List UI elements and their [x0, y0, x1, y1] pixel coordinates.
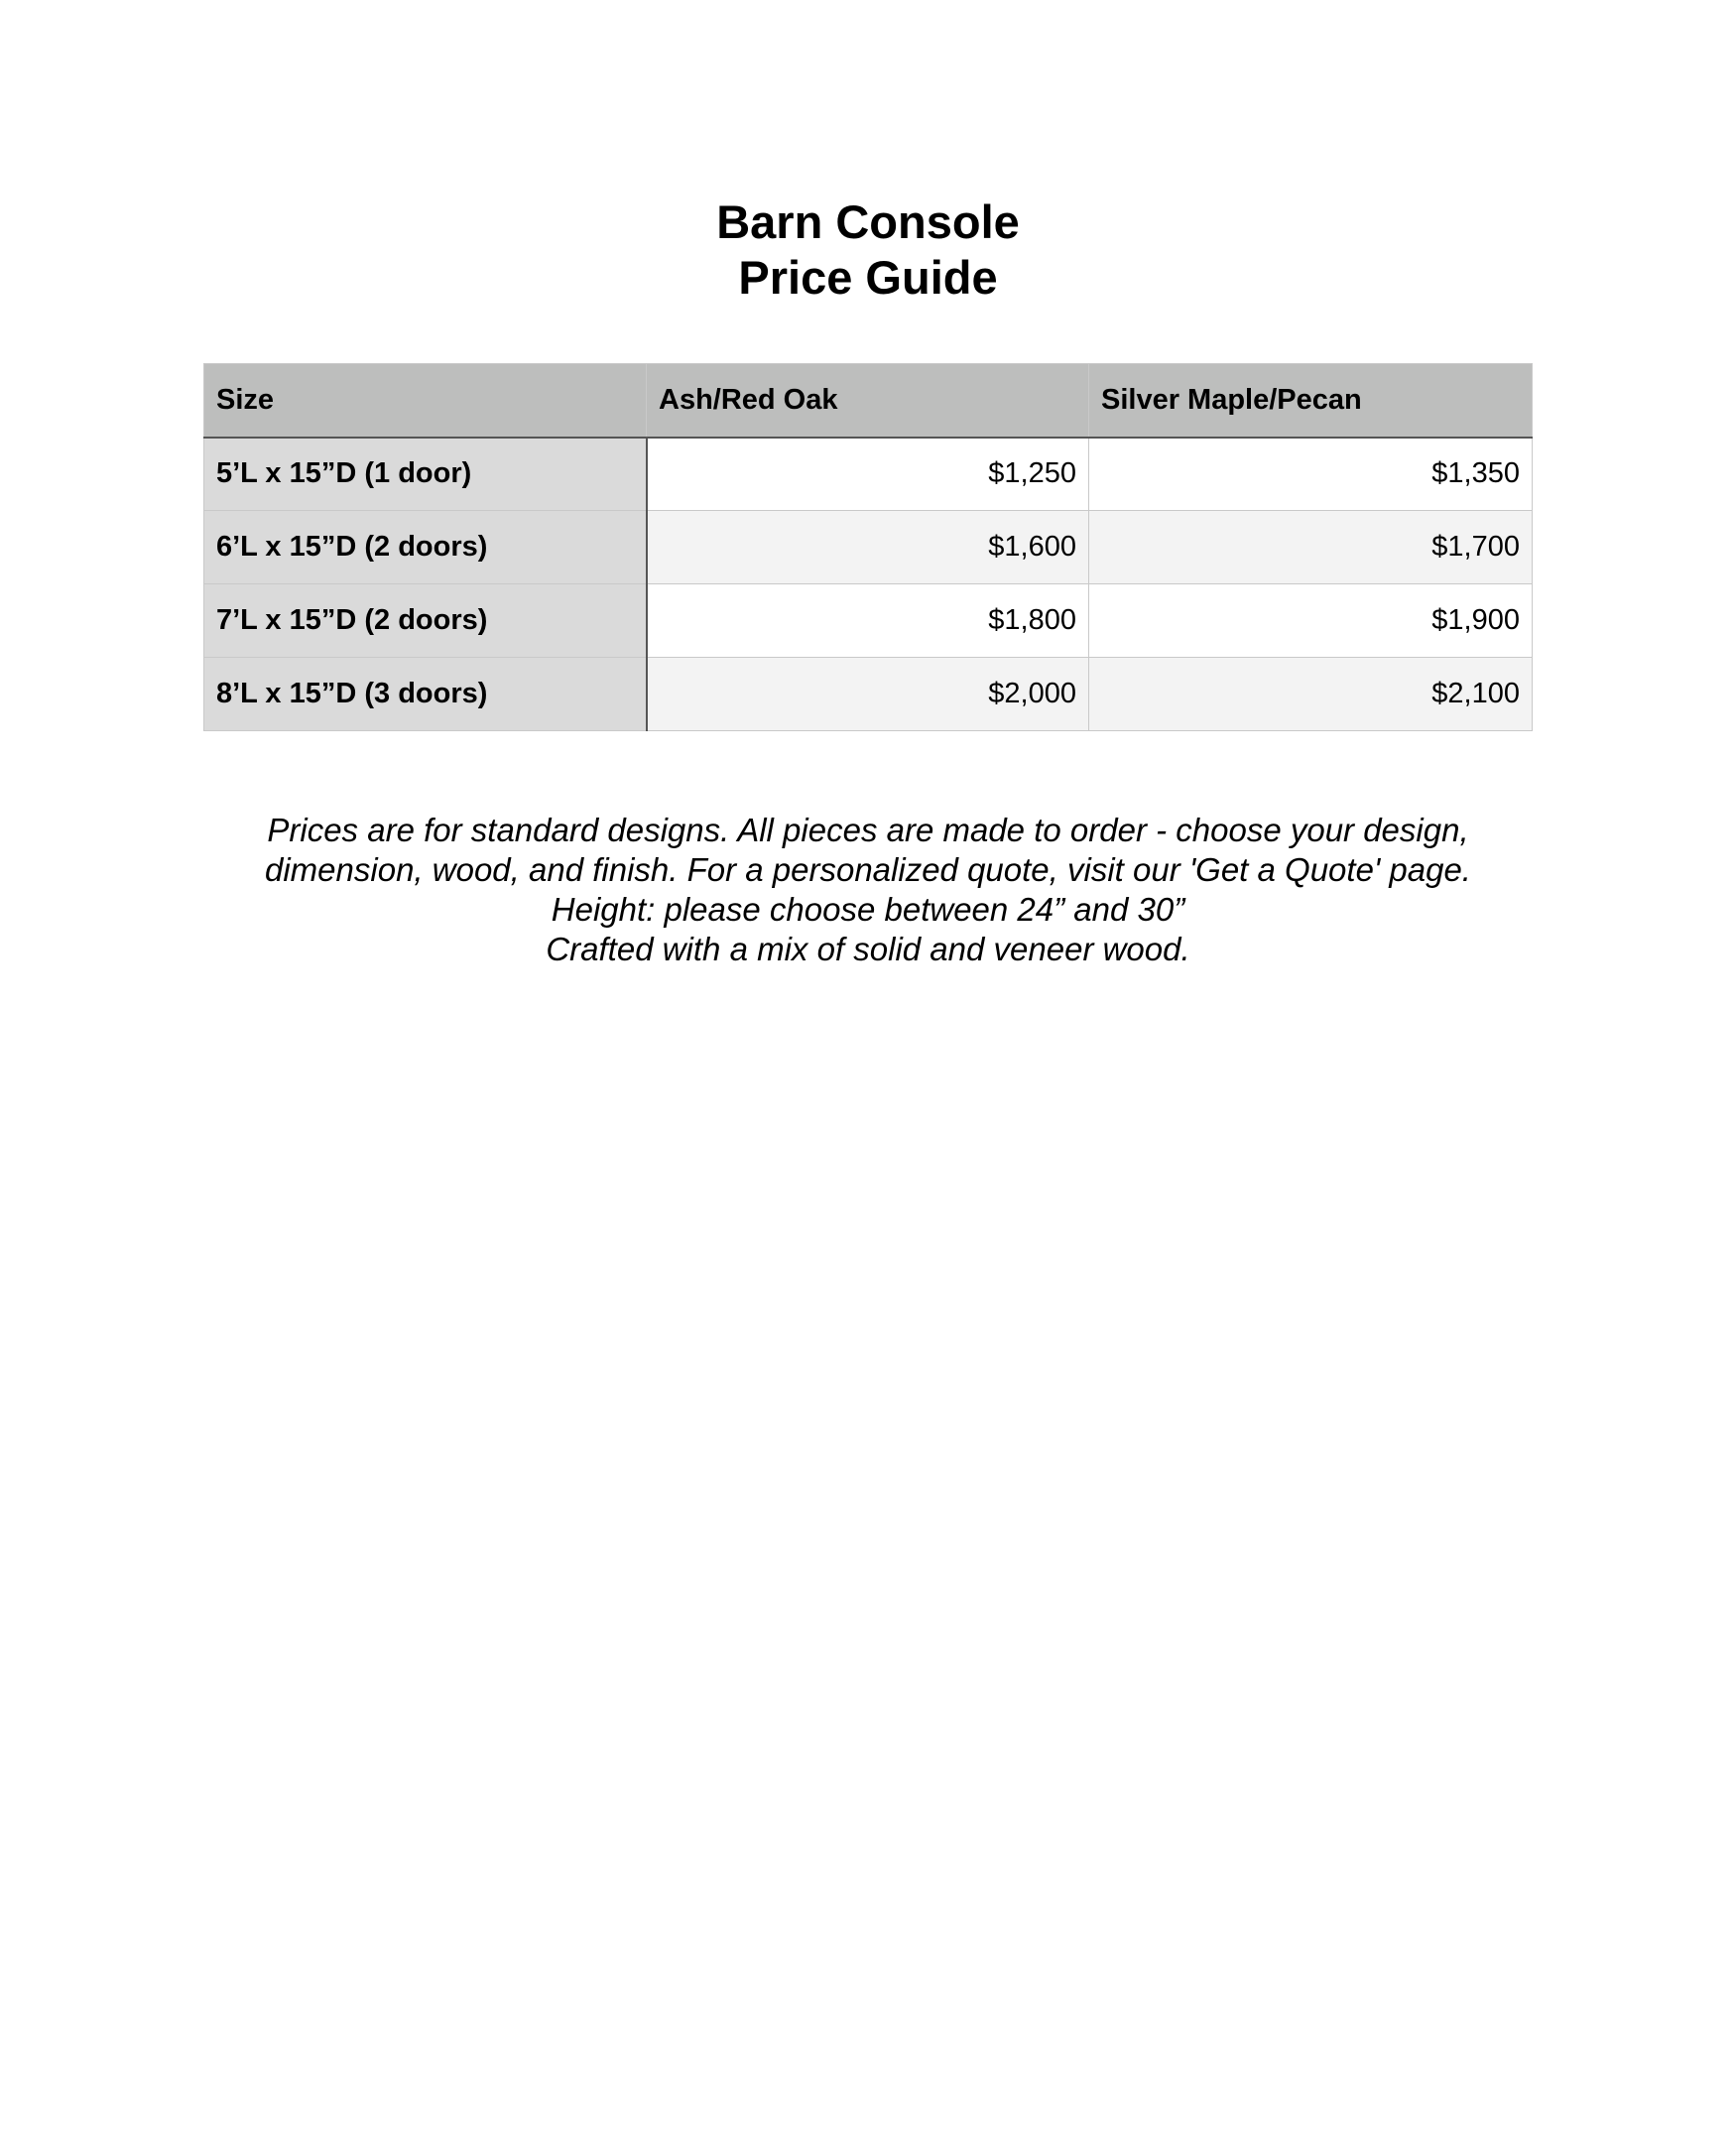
note-line-3: Height: please choose between 24” and 30”: [551, 891, 1185, 928]
price-silver-maple-pecan: $1,350: [1089, 438, 1533, 511]
row-size-label: 8’L x 15”D (3 doors): [204, 658, 647, 731]
column-header-ash-red-oak: Ash/Red Oak: [647, 364, 1089, 438]
column-header-silver-maple-pecan: Silver Maple/Pecan: [1089, 364, 1533, 438]
price-ash-red-oak: $1,250: [647, 438, 1089, 511]
table-row: [204, 438, 1533, 511]
table-row: [204, 511, 1533, 584]
price-ash-red-oak: $1,600: [647, 511, 1089, 584]
note-line-1: Prices are for standard designs. All pieces are made to order - choose your design,: [267, 812, 1469, 848]
price-silver-maple-pecan: $2,100: [1089, 658, 1533, 731]
row-size-label: 5’L x 15”D (1 door): [204, 438, 647, 511]
price-ash-red-oak: $1,800: [647, 584, 1089, 658]
price-table: [203, 363, 1533, 731]
table-row: [204, 658, 1533, 731]
pricing-notes: [0, 811, 1736, 969]
title-line-1: Barn Console: [716, 195, 1020, 248]
price-ash-red-oak: $2,000: [647, 658, 1089, 731]
note-line-2: dimension, wood, and finish. For a personalized quote, visit our 'Get a Quote' page.: [265, 851, 1471, 888]
column-header-size: Size: [204, 364, 647, 438]
price-silver-maple-pecan: $1,700: [1089, 511, 1533, 584]
row-size-label: 7’L x 15”D (2 doors): [204, 584, 647, 658]
row-size-label: 6’L x 15”D (2 doors): [204, 511, 647, 584]
price-silver-maple-pecan: $1,900: [1089, 584, 1533, 658]
table-header-row: [204, 364, 1533, 438]
table-row: [204, 584, 1533, 658]
note-line-4: Crafted with a mix of solid and veneer wood.: [546, 931, 1190, 967]
page-title: [0, 194, 1736, 306]
title-line-2: Price Guide: [738, 251, 998, 304]
